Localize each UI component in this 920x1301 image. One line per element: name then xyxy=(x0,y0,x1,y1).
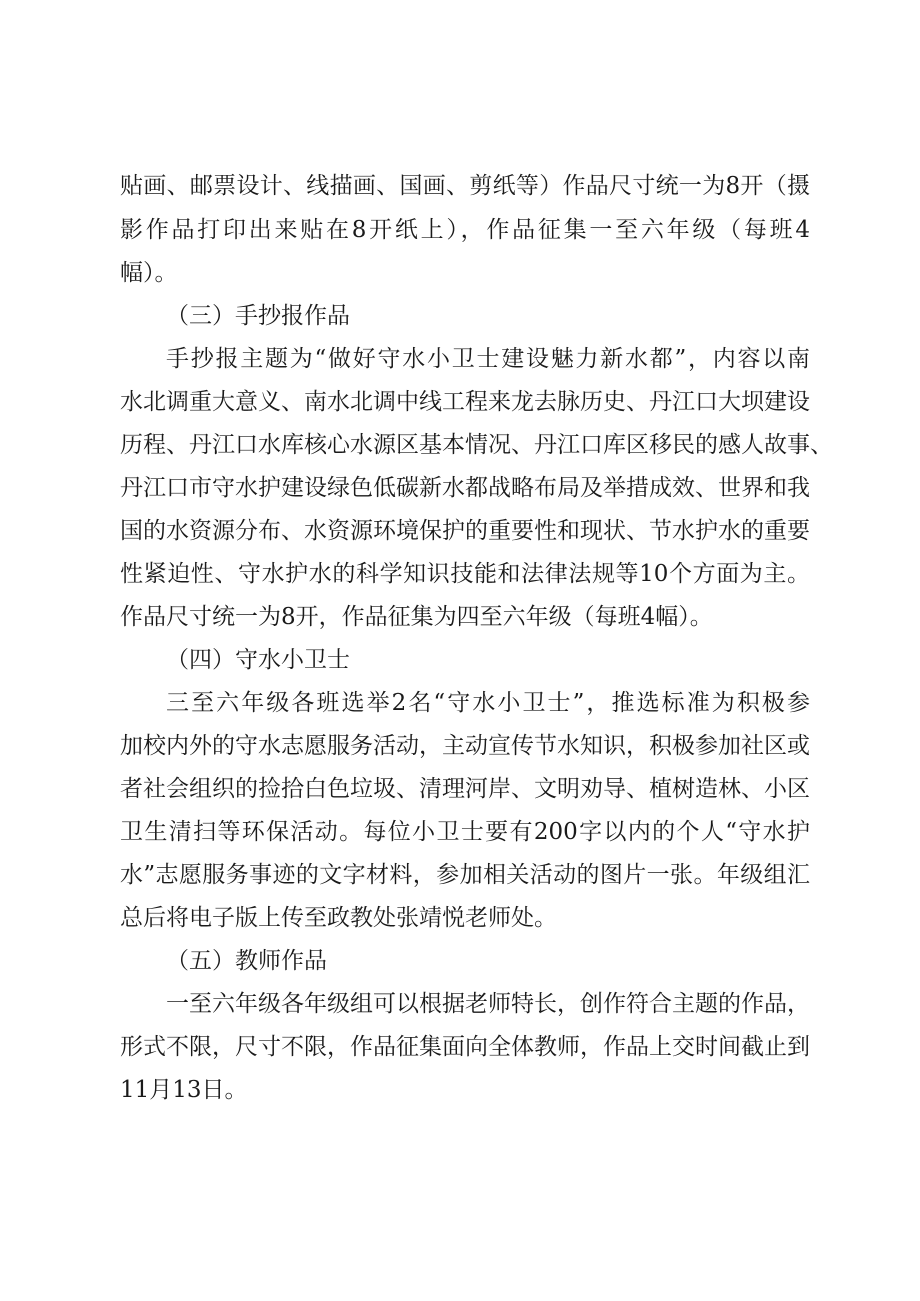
body-line: 性紧迫性、守水护水的科学知识技能和法律法规等10个方面为主。 xyxy=(120,561,810,587)
body-line: 丹江口市守水护建设绿色低碳新水都战略布局及举措成效、世界和我 xyxy=(120,475,810,501)
body-line: 加校内外的守水志愿服务活动，主动宣传节水知识，积极参加社区或 xyxy=(120,733,810,759)
body-line: 幅）。 xyxy=(120,260,178,286)
body-line: 者社会组织的捡拾白色垃圾、清理河岸、文明劝导、植树造林、小区 xyxy=(120,776,810,802)
body-line: 一至六年级各年级组可以根据老师特长，创作符合主题的作品， xyxy=(166,991,810,1017)
body-line: 水”志愿服务事迹的文字材料，参加相关活动的图片一张。年级组汇 xyxy=(120,862,810,888)
body-line: 形式不限，尺寸不限，作品征集面向全体教师，作品上交时间截止到 xyxy=(120,1034,810,1060)
body-line: 国的水资源分布、水资源环境保护的重要性和现状、节水护水的重要 xyxy=(120,518,810,544)
body-line: 影作品打印出来贴在8开纸上），作品征集一至六年级（每班4 xyxy=(120,217,810,243)
body-line: 卫生清扫等环保活动。每位小卫士要有200字以内的个人“守水护 xyxy=(120,819,810,845)
section-heading: （四）守水小卫士 xyxy=(166,647,350,673)
section-heading: （五）教师作品 xyxy=(166,948,327,974)
body-line: 作品尺寸统一为8开，作品征集为四至六年级（每班4幅）。 xyxy=(120,604,713,630)
body-line: 三至六年级各班选举2名“守水小卫士”，推选标准为积极参 xyxy=(166,690,810,716)
body-line: 水北调重大意义、南水北调中线工程来龙去脉历史、丹江口大坝建设 xyxy=(120,389,810,415)
body-line: 总后将电子版上传至政教处张靖悦老师处。 xyxy=(120,905,557,931)
body-line: 贴画、邮票设计、线描画、国画、剪纸等）作品尺寸统一为8开（摄 xyxy=(120,173,810,199)
body-line: 历程、丹江口水库核心水源区基本情况、丹江口库区移民的感人故事、 xyxy=(120,432,833,458)
section-heading: （三）手抄报作品 xyxy=(166,303,350,329)
body-line: 手抄报主题为“做好守水小卫士建设魅力新水都”，内容以南 xyxy=(166,346,810,372)
body-line: 11月13日。 xyxy=(120,1077,248,1103)
